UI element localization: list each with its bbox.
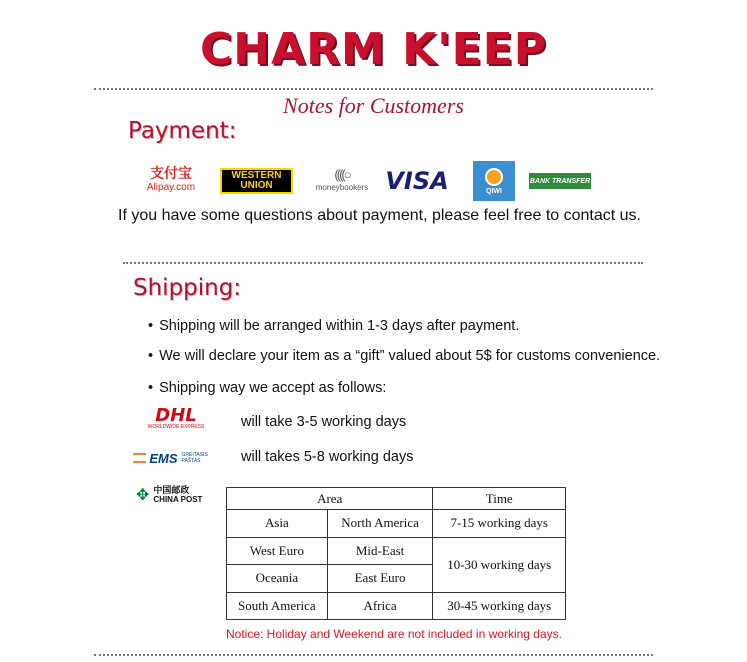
table-header-row (227, 488, 566, 510)
qiwi-circle-icon (485, 168, 503, 186)
western-union-line2: UNION (240, 180, 273, 191)
dhl-logo-sub: WORLDWIDE EXPRESS (147, 423, 205, 430)
ems-logo-sub: GREITASIS PAŠTAS (181, 452, 208, 464)
table-cell-time: 10-30 working days (433, 537, 566, 592)
table-header-time: Time (433, 488, 566, 510)
shipping-bullet: • We will declare your item as a “gift” valued about 5$ for customs convenience. (148, 348, 660, 364)
ems-logo-text: EMS (149, 450, 178, 466)
divider (94, 654, 653, 656)
divider (123, 262, 643, 264)
table-cell-area: South America (227, 592, 328, 620)
table-row (227, 592, 566, 620)
alipay-logo (140, 163, 202, 197)
visa-logo: VISA (385, 167, 449, 195)
brand-logo: CHARM K'EEP (199, 24, 548, 75)
working-days-notice: Notice: Holiday and Weekend are not included in working days. (226, 627, 562, 641)
table-cell-area: West Euro (227, 537, 328, 565)
china-post-emblem-icon: ✥ (136, 487, 150, 504)
western-union-line1: WESTERN (231, 170, 282, 181)
moneybookers-rings-icon: ((((○ (334, 167, 350, 182)
alipay-logo-cn: 支付宝 (150, 166, 192, 182)
table-row (227, 537, 566, 565)
qiwi-label: QIWI (486, 187, 502, 195)
western-union-logo (220, 168, 293, 194)
china-post-en: CHINA POST (153, 494, 203, 504)
shipping-bullet: • Shipping way we accept as follows: (148, 380, 386, 396)
alipay-logo-en: Alipay.com (146, 182, 196, 193)
table-cell-time: 7-15 working days (433, 510, 566, 538)
table-row (227, 510, 566, 538)
moneybookers-logo (316, 164, 368, 196)
bank-transfer-logo: BANK TRANSFER (529, 173, 591, 189)
shipping-heading: Shipping: (133, 275, 242, 301)
ems-logo (133, 450, 226, 466)
shipping-time-table (226, 487, 566, 620)
dhl-logo (142, 404, 210, 430)
table-cell-area: Asia (227, 510, 328, 538)
china-post-cn: 中国邮政 (153, 485, 190, 496)
ems-delivery-time: will takes 5-8 working days (241, 449, 414, 465)
table-cell-area: North America (327, 510, 433, 538)
china-post-logo (136, 485, 222, 505)
table-cell-area: Africa (327, 592, 433, 620)
moneybookers-label: moneybookers (315, 183, 369, 192)
table-cell-area: Mid-East (327, 537, 433, 565)
table-cell-area: East Euro (327, 565, 433, 593)
table-header-area: Area (227, 488, 433, 510)
payment-heading: Payment: (128, 118, 237, 144)
shipping-bullet: • Shipping will be arranged within 1-3 days after payment. (148, 318, 519, 334)
dhl-logo-text: DHL (155, 404, 197, 426)
divider (94, 88, 653, 90)
table-cell-time: 30-45 working days (433, 592, 566, 620)
table-cell-area: Oceania (227, 565, 328, 593)
page-subtitle: Notes for Customers (283, 93, 464, 118)
qiwi-logo (473, 161, 515, 201)
payment-contact-text: If you have some questions about payment, please feel free to contact us. (118, 207, 641, 224)
dhl-delivery-time: will take 3-5 working days (241, 414, 407, 430)
ems-stripes-icon (133, 453, 146, 463)
